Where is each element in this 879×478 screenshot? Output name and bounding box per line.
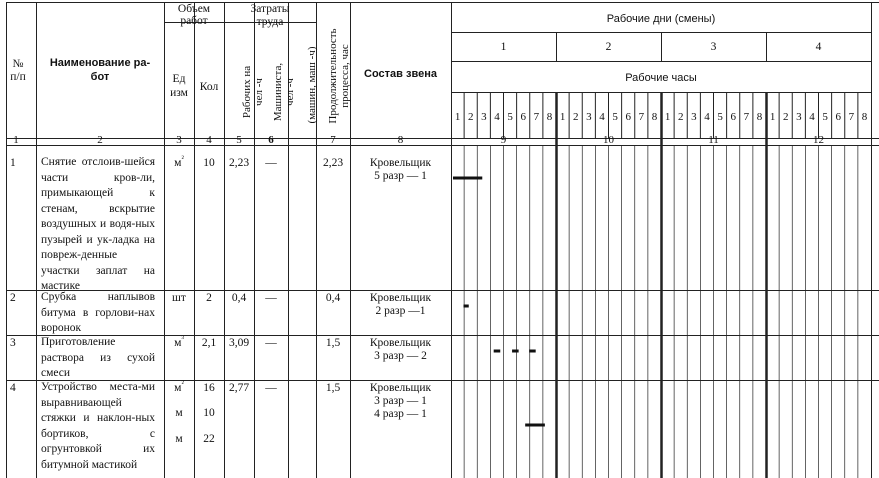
gantt-bar	[453, 177, 482, 180]
header-labor: Затраты труда	[250, 3, 290, 28]
gantt-bar	[464, 305, 469, 308]
crew: Кровельщик 2 разр —1	[369, 292, 432, 317]
hour-label: 5	[717, 111, 723, 123]
machine-hours: —	[265, 292, 277, 304]
work-name: Снятие отслоив-шейся части кров-ли, примыкающей к стенам, вскрытие воздушных и водя-ных пузырей и ук-ладка на повреж-денные участки заплат на мастике	[41, 156, 155, 292]
hour-label: 2	[782, 111, 789, 123]
work-name: Приготовление раствора из сухой смеси	[41, 336, 155, 379]
hour-label: 1	[559, 111, 566, 123]
row-num: 3	[10, 337, 16, 349]
column-number: 6	[268, 134, 274, 146]
hour-label: 2	[572, 111, 579, 123]
column-number: 9	[500, 134, 507, 146]
hour-label: 5	[507, 111, 513, 123]
hour-label: 6	[835, 111, 841, 123]
unit: шт	[172, 292, 186, 304]
header-work-hours: Рабочие часы	[625, 72, 697, 84]
column-number: 12	[813, 134, 824, 146]
hour-label: 4	[494, 111, 500, 123]
header-name: Наименование ра- бот	[49, 57, 151, 83]
hour-label: 4	[704, 111, 710, 123]
unit: $м^{^2}$	[174, 379, 184, 394]
hour-label: 6	[520, 111, 526, 123]
crew: Кровельщик 3 разр — 1 4 разр — 1	[369, 382, 432, 420]
workers-hours: 0,4	[231, 292, 247, 304]
header-machinist: Машиниста, чел -ч	[272, 62, 296, 122]
workers-hours: 3,09	[228, 337, 250, 349]
quantity: 10	[203, 157, 215, 169]
header-unit: Ед изм	[170, 73, 188, 99]
column-number: 10	[603, 134, 614, 146]
gantt-bar	[512, 350, 519, 353]
workers-hours: 2,23	[228, 157, 250, 169]
header-crew: Состав звена	[364, 68, 437, 80]
hour-label: 4	[809, 111, 815, 123]
hour-label: 2	[467, 111, 474, 123]
quantity: 2	[206, 292, 212, 304]
hour-label: 8	[546, 111, 553, 123]
gantt-bar	[525, 424, 545, 427]
hour-label: 3	[586, 111, 592, 123]
quantity: 16	[203, 382, 215, 394]
gantt-bar	[529, 350, 536, 353]
hour-label: 2	[677, 111, 684, 123]
column-number: 5	[236, 134, 242, 146]
hour-label: 8	[651, 111, 658, 123]
hour-label: 3	[481, 111, 487, 123]
column-number: 7	[330, 134, 336, 146]
header-duration: Продолжительность процесса, час	[327, 28, 351, 124]
hour-label: 1	[769, 111, 776, 123]
day-label: 3	[710, 41, 717, 53]
header-volume: Объем работ	[177, 3, 211, 27]
crew: Кровельщик 3 разр — 2	[369, 337, 432, 362]
work-name: Устройство места-ми выравнивающей стяжки и наклон-ных бортиков, с огрунтовкой их битумной мастикой	[41, 381, 155, 471]
header-num: № п/п	[10, 58, 26, 83]
row-num: 4	[10, 382, 16, 394]
machine-hours: —	[265, 337, 277, 349]
column-number: 2	[97, 134, 103, 146]
header-work-days: Рабочие дни (смены)	[606, 13, 716, 25]
hour-label: 6	[730, 111, 736, 123]
unit: $м^{^2}$	[174, 154, 184, 169]
unit: м	[175, 407, 183, 419]
column-number: 1	[13, 134, 19, 146]
hour-label: 7	[743, 111, 750, 123]
machine-hours: —	[265, 157, 277, 169]
hour-label: 3	[796, 111, 802, 123]
header-qty: Кол	[199, 81, 219, 93]
column-number: 11	[708, 134, 719, 146]
day-label: 1	[500, 41, 507, 53]
hour-label: 8	[861, 111, 868, 123]
row-num: 2	[10, 292, 16, 304]
machine-hours: —	[265, 382, 277, 394]
day-label: 4	[815, 41, 822, 53]
day-label: 2	[605, 41, 612, 53]
duration: 1,5	[325, 382, 341, 394]
column-number: 4	[206, 134, 212, 146]
work-name: Срубка наплывов битума в горлови-нах воронок	[41, 291, 155, 334]
quantity: 10	[203, 407, 215, 419]
duration: 0,4	[325, 292, 341, 304]
quantity: 22	[203, 433, 215, 445]
hour-label: 7	[848, 111, 855, 123]
row-num: 1	[10, 157, 16, 169]
hour-label: 8	[756, 111, 763, 123]
duration: 2,23	[322, 157, 344, 169]
unit: $м^{^3}$	[174, 334, 184, 349]
gantt-bar	[494, 350, 501, 353]
hour-label: 3	[691, 111, 697, 123]
hour-label: 5	[822, 111, 828, 123]
header-workers: Рабочих на чел -ч	[241, 65, 265, 119]
crew: Кровельщик 5 разр — 1	[369, 157, 432, 182]
hour-label: 1	[454, 111, 461, 123]
hour-label: 7	[638, 111, 645, 123]
hour-label: 6	[625, 111, 631, 123]
hour-label: 5	[612, 111, 618, 123]
hour-label: 7	[533, 111, 540, 123]
unit: м	[175, 433, 183, 445]
column-number: 3	[176, 134, 182, 146]
workers-hours: 2,77	[228, 382, 250, 394]
column-number: 8	[397, 134, 404, 146]
quantity: 2,1	[201, 337, 217, 349]
header-machine: (машин, маш -ч)	[306, 46, 318, 124]
hour-label: 1	[664, 111, 671, 123]
hour-label: 4	[599, 111, 605, 123]
duration: 1,5	[325, 337, 341, 349]
